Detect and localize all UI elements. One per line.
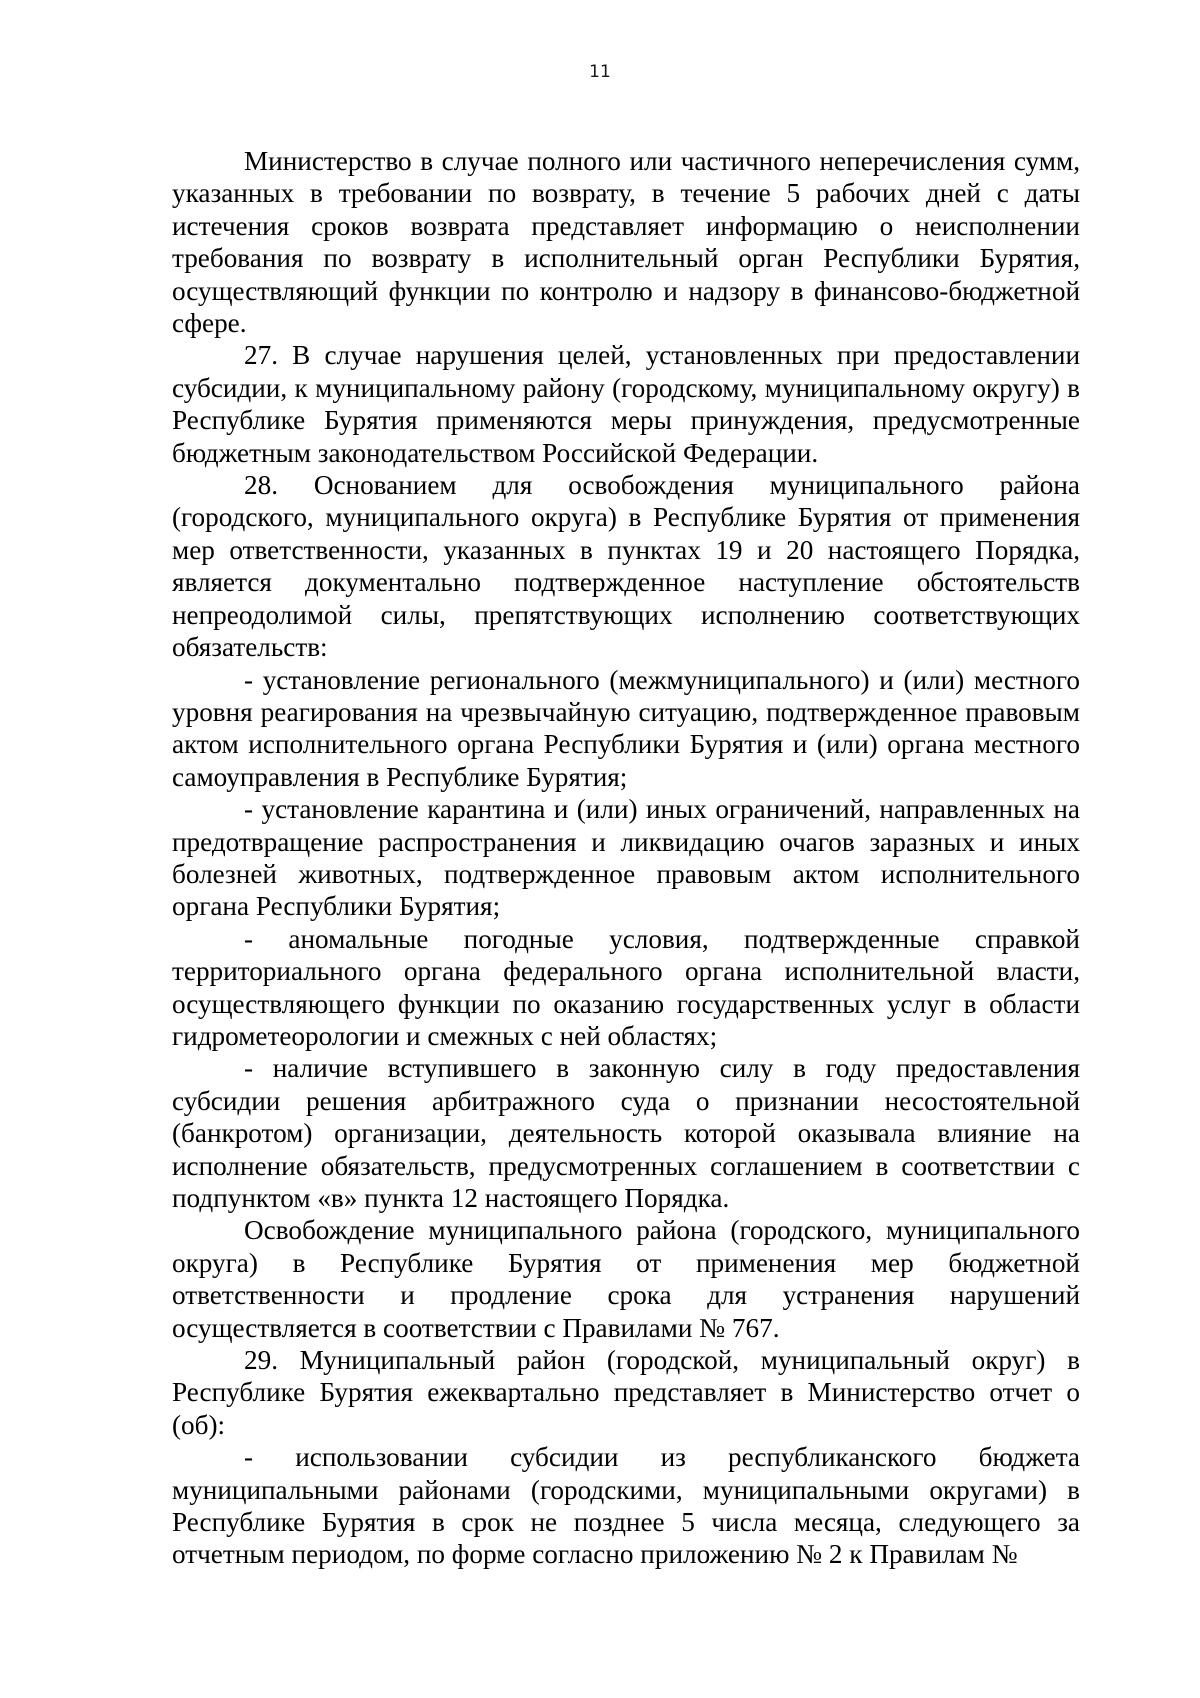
paragraph-29: 29. Муниципальный район (городской, муниципальный округ) в Республике Бурятия ежеквартально представляет в Министерство отчет о (об): (172, 1345, 1080, 1440)
paragraph-28: 28. Основанием для освобождения муниципального района (городского, муниципального округа) в Республике Бурятия от применения мер ответственности, указанных в пунктах 19 и 20 настоящего Порядка, является документально подтвержденное наступление обстоятельств непреодолимой силы, препятствующих исполнению соответствующих обязательств: (172, 470, 1080, 663)
list-item-bankruptcy: - наличие вступившего в законную силу в году предоставления субсидии решения арбитражного суда о признании несостоятельной (банкротом) организации, деятельность которой оказывала влияние на исполнение обязательств, предусмотренных соглашением в соответствии с подпунктом «в» пункта 12 настоящего Порядка. (172, 1053, 1080, 1213)
list-item-subsidy-report: - использовании субсидии из республиканского бюджета муниципальными районами (городскими, муниципальными округами) в Республике Бурятия в срок не позднее 5 числа месяца, следующего за отчетным периодом, по форме согласно приложению № 2 к Правилам № (172, 1442, 1080, 1570)
list-item-quarantine: - установление карантина и (или) иных ограничений, направленных на предотвращение распространения и ликвидацию очагов заразных и иных болезней животных, подтвержденное правовым актом исполнительного органа Республики Бурятия; (172, 794, 1080, 922)
list-item-emergency-response: - установление регионального (межмуниципального) и (или) местного уровня реагирования на чрезвычайную ситуацию, подтвержденное правовым актом исполнительного органа Республики Бурятия и (или) органа местного самоуправления в Республике Бурятия; (172, 664, 1080, 792)
paragraph-ministry-notice: Министерство в случае полного или частичного неперечисления сумм, указанных в требовании по возврату, в течение 5 рабочих дней с даты истечения сроков возврата представляет информацию о неисполнении требования по возврату в исполнительный орган Республики Бурятия, осуществляющий функции по контролю и надзору в финансово-бюджетной сфере. (172, 146, 1080, 339)
list-item-weather-conditions: - аномальные погодные условия, подтвержденные справкой территориального органа федерального органа исполнительной власти, осуществляющего функции по оказанию государственных услуг в области гидрометеорологии и смежных с ней областях; (172, 923, 1080, 1051)
paragraph-27: 27. В случае нарушения целей, установленных при предоставлении субсидии, к муниципальному району (городскому, муниципальному округу) в Республике Бурятия применяются меры принуждения, предусмотренные бюджетным законодательством Российской Федерации. (172, 340, 1080, 468)
page-number: 11 (589, 62, 611, 82)
document-body (172, 145, 1080, 1571)
paragraph-exemption: Освобождение муниципального района (городского, муниципального округа) в Республике Бурятия от применения мер бюджетной ответственности и продление срока для устранения нарушений осуществляется в соответствии с Правилами № 767. (172, 1215, 1080, 1343)
